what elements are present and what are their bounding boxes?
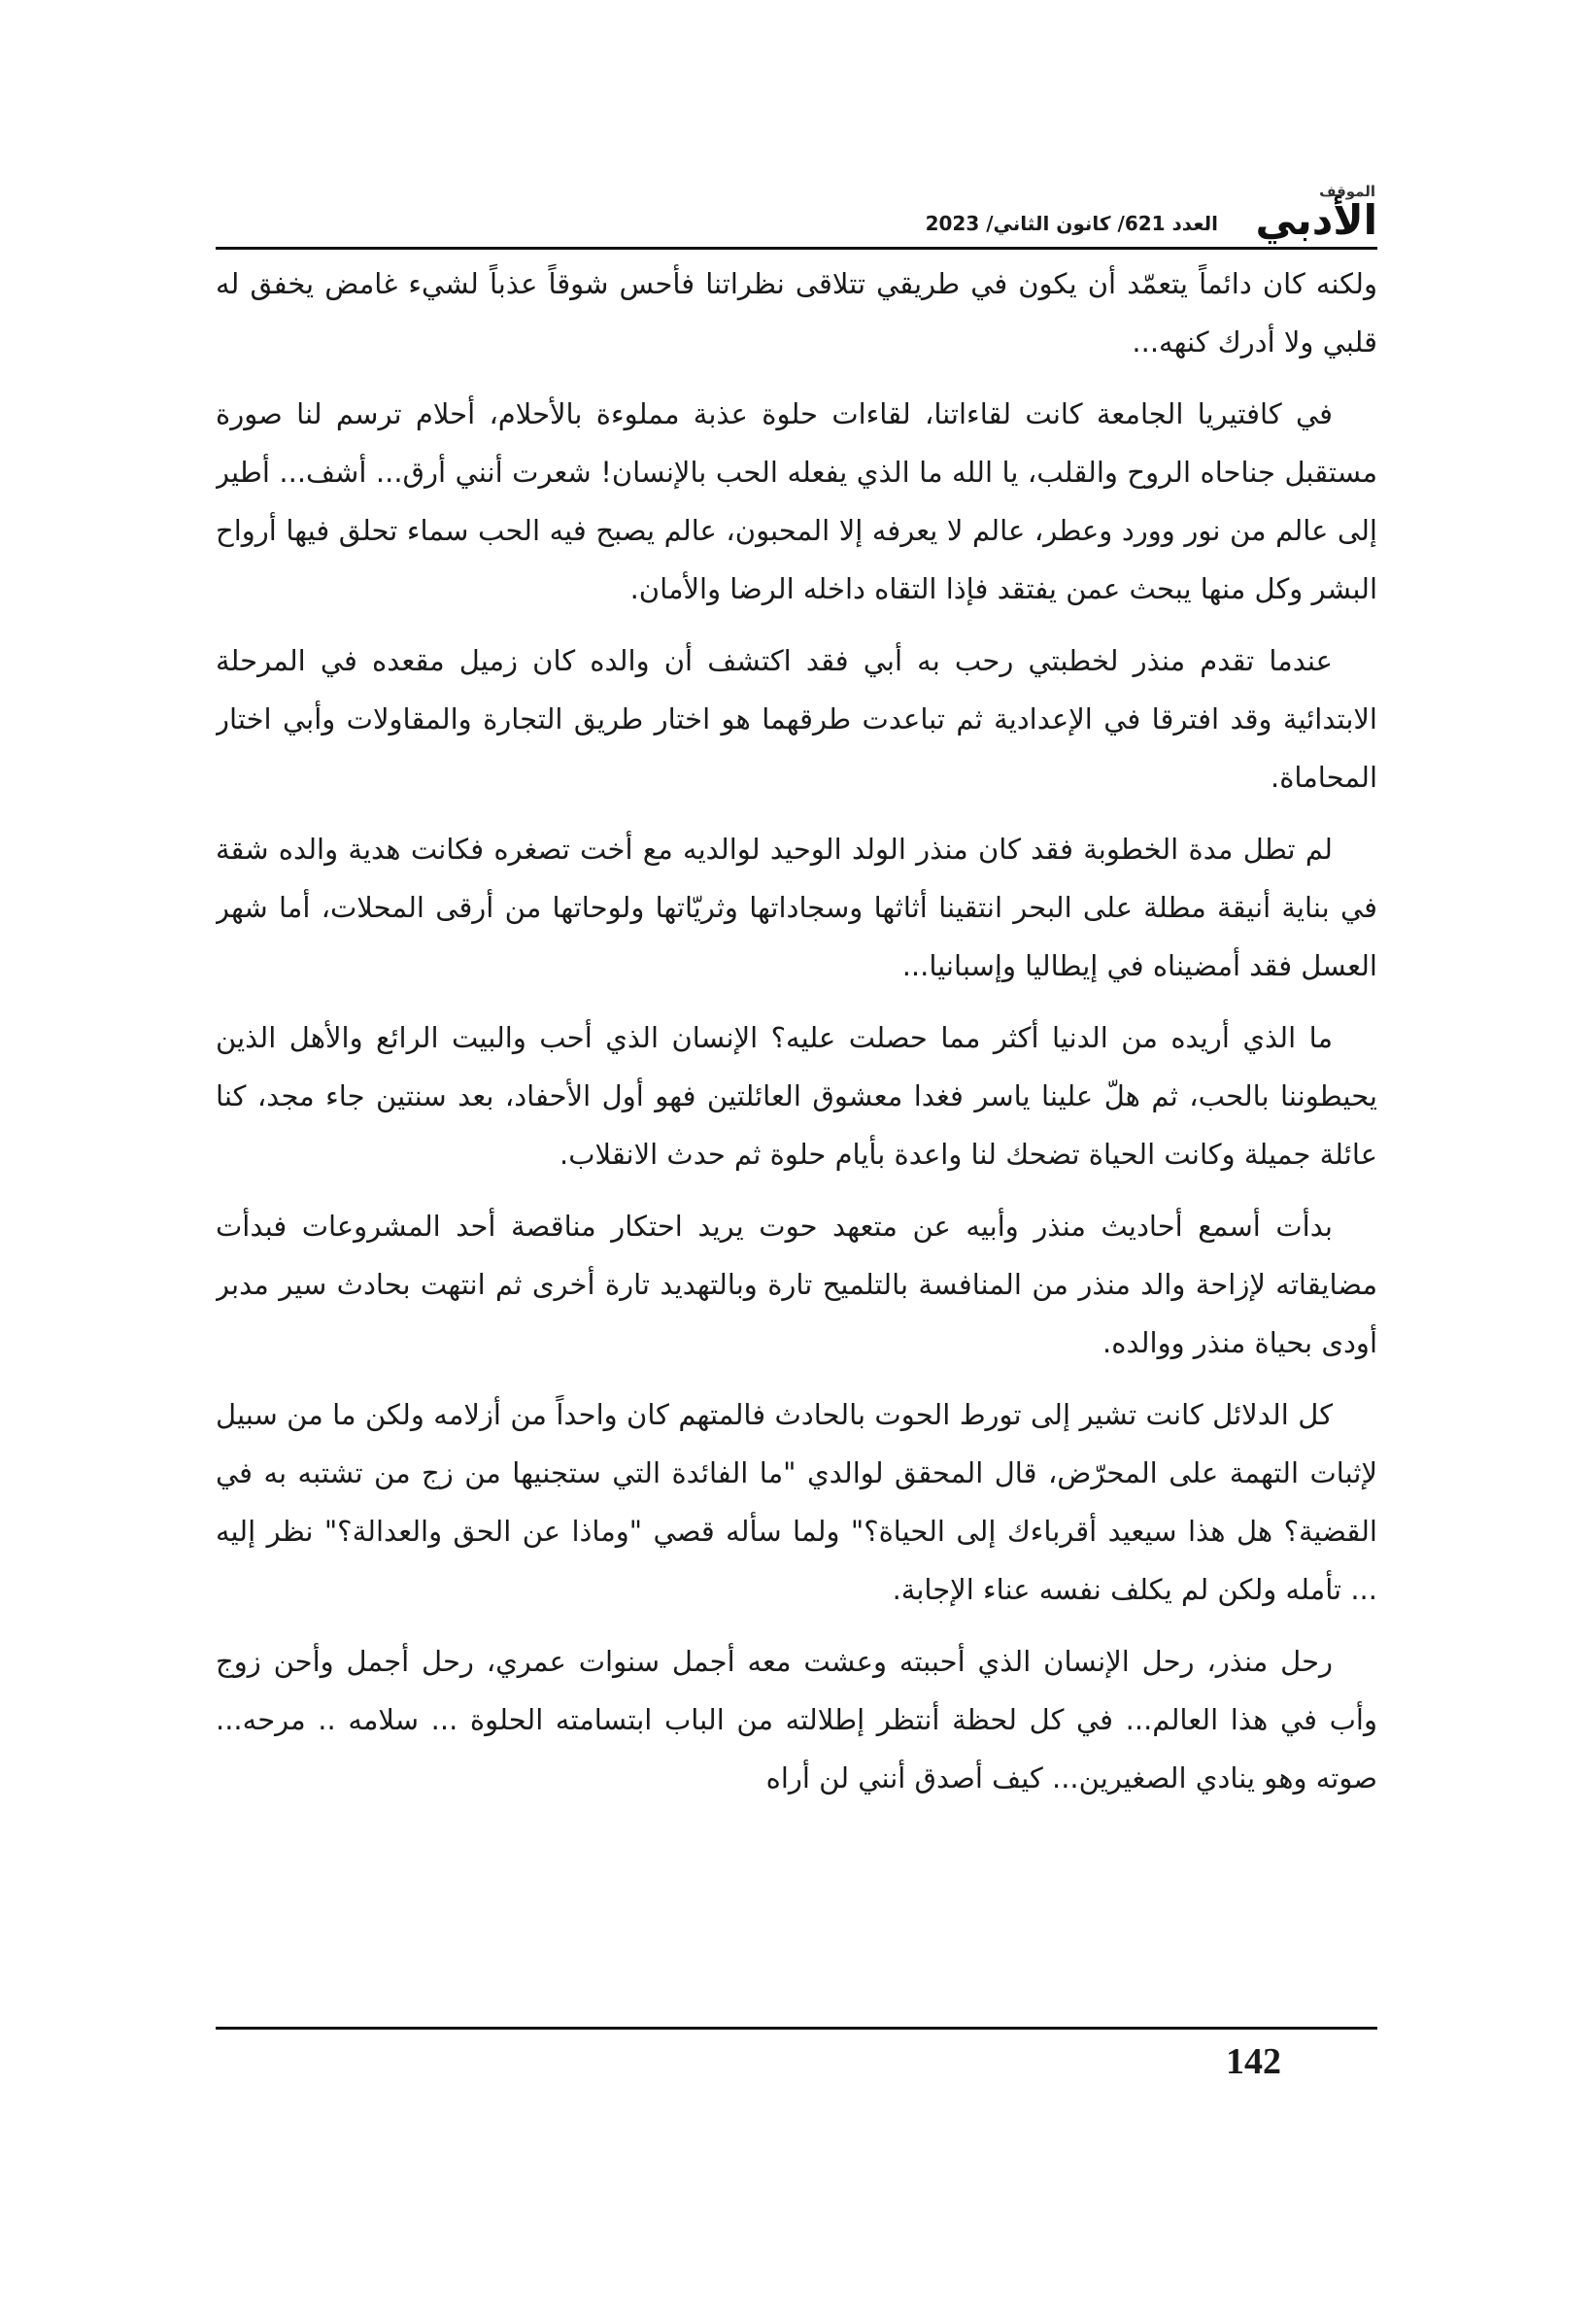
paragraph-7: كل الدلائل كانت تشير إلى تورط الحوت بالحادث فالمتهم كان واحداً من أزلامه ولكن ما من سبيل لإثبات التهمة على المحرّض، قال المحقق لوالدي "ما الفائدة التي ستجنيها من زج من تشتبه به في القضية؟ هل هذا سيعيد أقرباءك إلى الحياة؟" ولما سأله قصي "وماذا عن الحق والعدالة؟" نظر إليه ... تأمله ولكن لم يكلف نفسه عناء الإجابة. (216, 1398, 1377, 1606)
logo-small-text: الموقف (1319, 183, 1375, 200)
logo-title: الأدبي (1255, 196, 1377, 244)
paragraph-3: عندما تقدم منذر لخطبتي رحب به أبي فقد اكتشف أن والده كان زميل مقعده في المرحلة الابتدائية وقد افترقا في الإعدادية ثم تباعدت طرقهما هو اختار طريق التجارة والمقاولات وأبي اختار المحاماة. (216, 644, 1377, 794)
paragraph-4: لم تطل مدة الخطوبة فقد كان منذر الولد الوحيد لوالديه مع أخت تصغره فكانت هدية والده شقة في بناية أنيقة مطلة على البحر انتقينا أثاثها وسجاداتها وثريّاتها ولوحاتها من أرقى المحلات، أما شهر العسل فقد أمضيناه في إيطاليا وإسبانيا... (216, 833, 1377, 982)
paragraph-6: بدأت أسمع أحاديث منذر وأبيه عن متعهد حوت يريد احتكار مناقصة أحد المشروعات فبدأت مضايقاته لإزاحة والد منذر من المنافسة بالتلميح تارة وبالتهديد تارة أخرى ثم انتهت بحادث سير مدبر أودى بحياة منذر ووالده. (216, 1210, 1377, 1359)
paragraph-5: ما الذي أريده من الدنيا أكثر مما حصلت عليه؟ الإنسان الذي أحب والبيت الرائع والأهل الذين يحيطوننا بالحب، ثم هلّ علينا ياسر فغدا معشوق العائلتين فهو أول الأحفاد، بعد سنتين جاء مجد، كنا عائلة جميلة وكانت الحياة تضحك لنا واعدة بأيام حلوة ثم حدث الانقلاب. (216, 1021, 1377, 1171)
header-divider (216, 247, 1377, 250)
paragraph-2: في كافتيريا الجامعة كانت لقاءاتنا، لقاءات حلوة عذبة مملوءة بالأحلام، أحلام ترسم لنا صورة مستقبل جناحاه الروح والقلب، يا الله ما الذي يفعله الحب بالإنسان! شعرت أنني أرق... أشف... أطير إلى عالم من نور وورد وعطر، عالم لا يعرفه إلا المحبون، عالم يصبح فيه الحب سماء تحلق فيها أرواح البشر وكل منها يبحث عمن يفتقد فإذا التقاه داخله الرضا والأمان. (216, 397, 1377, 605)
page-header (216, 183, 1377, 245)
page-number: 142 (1226, 2041, 1281, 2082)
footer-divider (216, 2027, 1377, 2030)
paragraph-8: رحل منذر، رحل الإنسان الذي أحببته وعشت معه أجمل سنوات عمري، رحل أجمل وأحن زوج وأب في هذا العالم... في كل لحظة أنتظر إطلالته من الباب ابتسامته الحلوة ... سلامه .. مرحه... صوته وهو ينادي الصغيرين... كيف أصدق أنني لن أراه (216, 1645, 1377, 1794)
issue-info: العدد 621/ كانون الثاني/ 2023 (925, 212, 1218, 235)
paragraph-1: ولكنه كان دائماً يتعمّد أن يكون في طريقي تتلاقى نظراتنا فأحس شوقاً عذباً لشيء غامض يخفق له قلبي ولا أدرك كنهه... (216, 267, 1377, 359)
magazine-logo (1241, 183, 1377, 245)
article-body (216, 255, 1377, 2023)
